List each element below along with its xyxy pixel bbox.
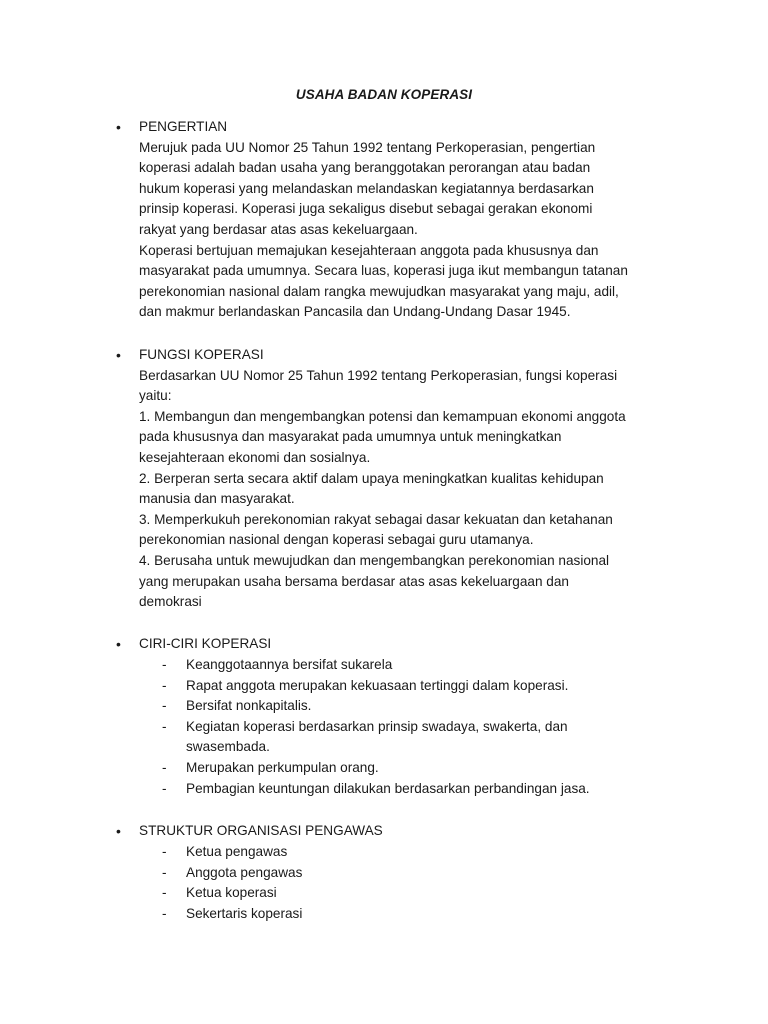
paragraph-line: koperasi adalah badan usaha yang beranggotakan perorangan atau badan [139, 160, 591, 176]
list-item [162, 655, 682, 676]
paragraph-line: perekonomian nasional dalam rangka mewujudkan masyarakat yang maju, adil, [139, 283, 619, 299]
paragraph-line: yang merupakan usaha bersama berdasar atas asas kekeluargaan dan [139, 573, 569, 589]
list-item [162, 779, 682, 800]
dash-marker: - [162, 885, 167, 901]
dash-list [162, 655, 682, 799]
paragraph-line: Koperasi bertujuan memajukan kesejahteraan anggota pada khususnya dan [139, 242, 599, 258]
list-item-text: Kegiatan koperasi berdasarkan prinsip swadaya, swakerta, dan [186, 718, 568, 734]
list-item-text: Bersifat nonkapitalis. [186, 698, 312, 714]
dash-marker: - [162, 759, 167, 775]
list-item-text: Pembagian keuntungan dilakukan berdasarkan perbandingan jasa. [186, 780, 590, 796]
dash-marker: - [162, 844, 167, 859]
paragraph-line: demokrasi [139, 594, 202, 610]
list-item [162, 717, 682, 758]
dash-marker: - [162, 677, 167, 693]
document-title: USAHA BADAN KOPERASI [295, 87, 473, 102]
bullet-marker: • [116, 823, 121, 839]
dash-marker: - [162, 864, 167, 880]
paragraph-line: perekonomian nasional dengan koperasi sebagai guru utamanya. [139, 532, 534, 548]
paragraph-line: Merujuk pada UU Nomor 25 Tahun 1992 tentang Perkoperasian, pengertian [139, 139, 596, 155]
list-item [162, 696, 682, 717]
list-item-text: Keanggotaannya bersifat sukarela [186, 657, 393, 672]
paragraph-line: 4. Berusaha untuk mewujudkan dan mengembangkan perekonomian nasional [139, 552, 610, 568]
bullet-marker: • [116, 636, 121, 652]
paragraph-line: manusia dan masyarakat. [139, 491, 295, 507]
section-heading: FUNGSI KOPERASI [139, 347, 264, 362]
dash-marker: - [162, 657, 167, 672]
paragraph-line: hukum koperasi yang melandaskan melandaskan kegiatannya berdasarkan [139, 180, 594, 196]
section-body [139, 634, 699, 655]
list-item-text-continued: swasembada. [186, 739, 270, 755]
dash-marker: - [162, 718, 167, 734]
list-item [162, 883, 682, 904]
list-item [162, 904, 682, 925]
list-item [162, 863, 682, 884]
dash-list [162, 842, 682, 924]
section-body [139, 345, 699, 613]
list-item-text: Ketua pengawas [186, 844, 288, 859]
list-item-text: Ketua koperasi [186, 885, 277, 901]
dash-marker: - [162, 698, 167, 714]
list-item [162, 842, 682, 863]
section-heading: CIRI-CIRI KOPERASI [139, 636, 272, 651]
paragraph-line: prinsip koperasi. Koperasi juga sekaligus disebut sebagai gerakan ekonomi [139, 201, 593, 217]
bullet-marker: • [116, 119, 121, 135]
section-body [139, 821, 699, 842]
list-item-text: Sekertaris koperasi [186, 905, 303, 921]
paragraph-line: 2. Berperan serta secara aktif dalam upaya meningkatkan kualitas kehidupan [139, 470, 604, 486]
dash-marker: - [162, 905, 167, 921]
list-item-text: Merupakan perkumpulan orang. [186, 759, 379, 775]
paragraph-line: rakyat yang berdasar atas asas kekeluargaan. [139, 221, 418, 237]
paragraph-line: Berdasarkan UU Nomor 25 Tahun 1992 tentang Perkoperasian, fungsi koperasi [139, 367, 618, 383]
list-item [162, 758, 682, 779]
section-body [139, 117, 699, 323]
list-item-text: Rapat anggota merupakan kekuasaan tertinggi dalam koperasi. [186, 677, 569, 693]
section-heading: PENGERTIAN [139, 119, 228, 134]
paragraph-line: kesejahteraan ekonomi dan sosialnya. [139, 449, 371, 465]
list-item [162, 676, 682, 697]
paragraph-line: 1. Membangun dan mengembangkan potensi dan kemampuan ekonomi anggota [139, 408, 626, 424]
paragraph-line: dan makmur berlandaskan Pancasila dan Undang-Undang Dasar 1945. [139, 304, 571, 320]
bullet-marker: • [116, 347, 121, 363]
paragraph-line: 3. Memperkukuh perekonomian rakyat sebagai dasar kekuatan dan ketahanan [139, 511, 613, 527]
paragraph-line: yaitu: [139, 388, 172, 404]
section-heading: STRUKTUR ORGANISASI PENGAWAS [139, 823, 383, 838]
dash-marker: - [162, 780, 167, 796]
paragraph-line: masyarakat pada umumnya. Secara luas, koperasi juga ikut membangun tatanan [139, 263, 628, 279]
list-item-text: Anggota pengawas [186, 864, 303, 880]
paragraph-line: pada khususnya dan masyarakat pada umumnya untuk meningkatkan [139, 429, 562, 445]
